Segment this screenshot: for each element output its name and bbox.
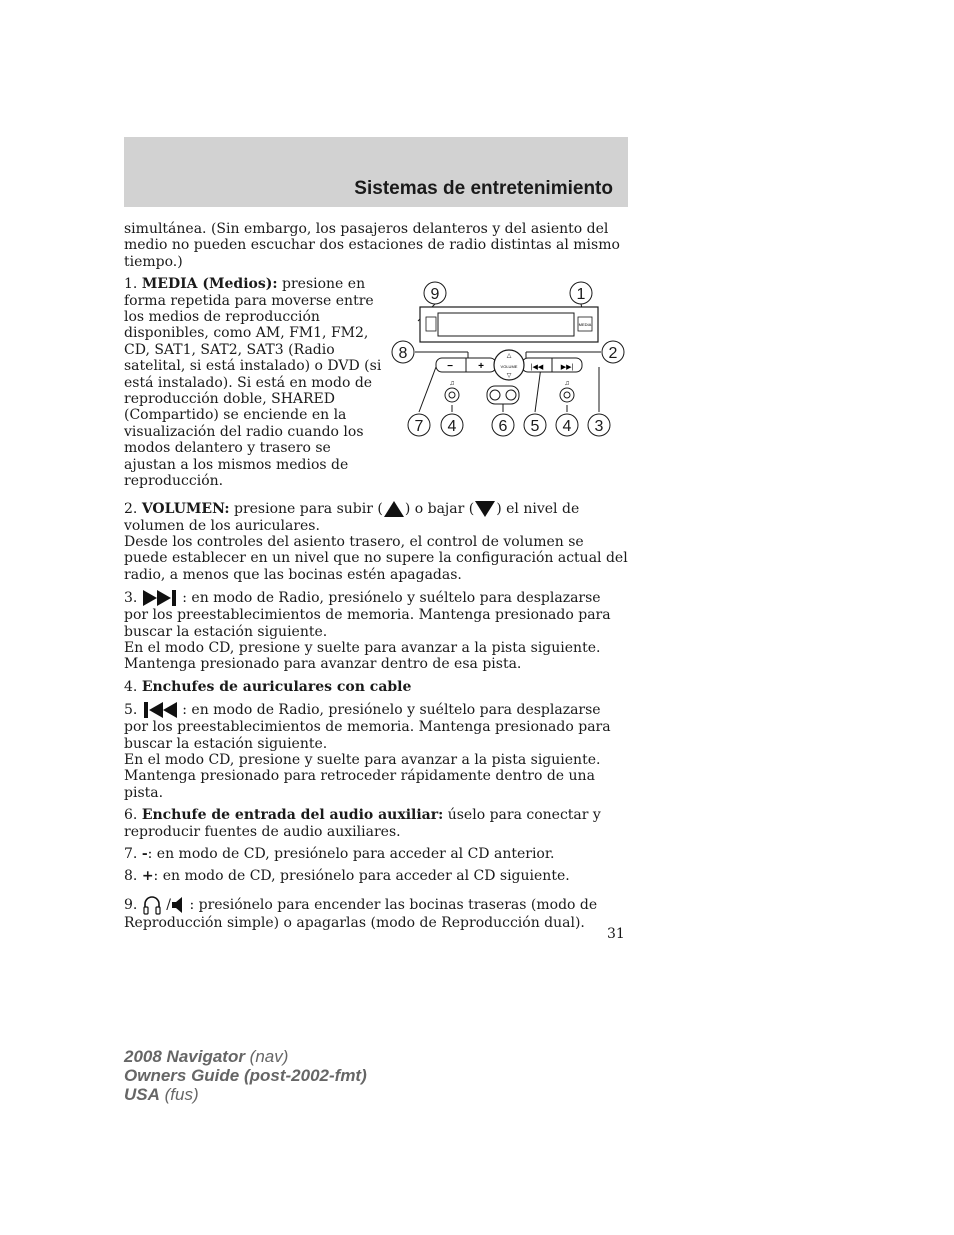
volume-up-icon xyxy=(383,500,405,518)
svg-text:△: △ xyxy=(506,353,512,359)
item-label: MEDIA (Medios): xyxy=(141,276,278,293)
speaker-icon xyxy=(171,895,185,915)
item-6 xyxy=(124,807,628,840)
item-extra: En el modo CD, presione y suelte para avanzar a la pista siguiente. Mantenga presionado para avanzar dentro de esa pista. xyxy=(124,639,601,673)
item-label: Enchufe de entrada del audio auxiliar: xyxy=(141,807,444,824)
item-extra: En el modo CD, presione y suelte para avanzar a la pista siguiente. Mantenga presionado para retroceder rápidamente dentro de una pista. xyxy=(124,751,601,801)
item-2: 2. VOLUMEN: presione para subir ( ) o bajar ( ) el nivel de volumen de los auriculares. Desde los controles del asiento trasero, el control de volumen se puede establecer en un nivel que no supere la configuración actual del radio, a menos que las bocinas estén apagadas. xyxy=(124,500,628,583)
item-number: 7. xyxy=(124,846,138,862)
item-1 xyxy=(124,276,386,489)
section-title: Sistemas de entretenimiento xyxy=(354,178,613,199)
item-text: : en modo de CD, presiónelo para acceder al CD siguiente. xyxy=(153,868,570,885)
item-text: : en modo de CD, presiónelo para acceder al CD anterior. xyxy=(147,846,555,862)
item-number: 8. xyxy=(124,868,138,885)
callout-1: 1 xyxy=(576,286,586,303)
item-label: + xyxy=(141,868,154,885)
svg-text:▶▶|: ▶▶| xyxy=(560,364,574,371)
intro-paragraph: simultánea. (Sin embargo, los pasajeros delanteros y del asiento del medio no pueden escuchar dos estaciones de radio distintas al mismo tiempo.) xyxy=(124,221,620,270)
item-number: 2. xyxy=(124,500,138,517)
item-extra: Desde los controles del asiento trasero, el control de volumen se puede establecer en un nivel que no supere la configuración actual del radio, a menos que las bocinas estén apagadas. xyxy=(124,533,628,583)
volume-down-icon xyxy=(474,500,496,518)
section-header xyxy=(124,137,628,207)
callout-7: 7 xyxy=(414,418,424,435)
item-number: 6. xyxy=(124,807,138,824)
item-number: 1. xyxy=(124,276,138,293)
svg-text:−: − xyxy=(447,361,453,372)
callout-2: 2 xyxy=(608,345,618,362)
item-label: VOLUMEN: xyxy=(141,500,230,517)
item-number: 9. xyxy=(124,896,138,913)
item-8 xyxy=(124,868,628,884)
item-3 xyxy=(124,589,628,673)
item-label: Enchufes de auriculares con cable xyxy=(141,678,412,695)
item-text: úselo para conectar y reproducir fuentes de audio auxiliares. xyxy=(124,807,601,840)
callout-4-left: 4 xyxy=(447,418,457,435)
svg-text:♫: ♫ xyxy=(449,380,455,387)
diagram-volume-label: VOLUME xyxy=(500,364,518,369)
item-text: presione en forma repetida para moverse entre los medios de reproducción disponibles, como AM, FM1, FM2, CD, SAT1, SAT2, SAT3 (Radio satelital, si está instalado) o DVD (si está instalado). Si está en modo de reproducción doble, SHARED (Compartido) se enciende en la visualización del radio cuando los modos delantero y trasero se ajustan a los mismos medios de reproducción. xyxy=(124,276,382,490)
body-text xyxy=(124,221,628,937)
callout-9: 9 xyxy=(430,286,440,303)
item-number: 5. xyxy=(124,702,138,719)
callout-5: 5 xyxy=(530,418,540,435)
callout-8: 8 xyxy=(398,345,408,362)
seek-back-icon xyxy=(142,701,178,719)
item-number: 4. xyxy=(124,678,138,695)
svg-text:+: + xyxy=(478,361,484,372)
item-number: 3. xyxy=(124,590,138,607)
page-number: 31 xyxy=(607,926,625,942)
callout-6: 6 xyxy=(498,418,508,435)
svg-text:|◀◀: |◀◀ xyxy=(530,364,544,371)
headphones-icon xyxy=(142,895,162,915)
footer: 2008 Navigator (nav) Owners Guide (post-2002-fmt) USA (fus) xyxy=(124,1047,367,1104)
item-4 xyxy=(124,679,628,695)
diagram-media-label: MEDIA xyxy=(578,322,592,327)
svg-text:▽: ▽ xyxy=(506,373,512,379)
seek-forward-icon xyxy=(142,589,178,607)
callout-4-right: 4 xyxy=(562,418,572,435)
item-text: : en modo de Radio, presiónelo y suéltelo para desplazarse por los preestablecimientos de memoria. Mantenga presionado para buscar la estación siguiente. xyxy=(124,702,611,752)
callout-3: 3 xyxy=(594,418,604,435)
item-text: : presiónelo para encender las bocinas traseras (modo de Reproducción simple) o apagarlas (modo de Reproducción dual). xyxy=(124,896,598,931)
item-5 xyxy=(124,701,628,801)
item-text: : en modo de Radio, presiónelo y suéltelo para desplazarse por los preestablecimientos de memoria. Mantenga presionado para buscar la estación siguiente. xyxy=(124,590,611,640)
item-7 xyxy=(124,846,628,862)
item-label: - xyxy=(141,846,148,862)
item-9: 9. / : presiónelo para encender las bocinas traseras (modo de Reproducción simple) o apagarlas (modo de Reproducción dual). xyxy=(124,896,598,931)
svg-text:♫: ♫ xyxy=(564,380,570,387)
